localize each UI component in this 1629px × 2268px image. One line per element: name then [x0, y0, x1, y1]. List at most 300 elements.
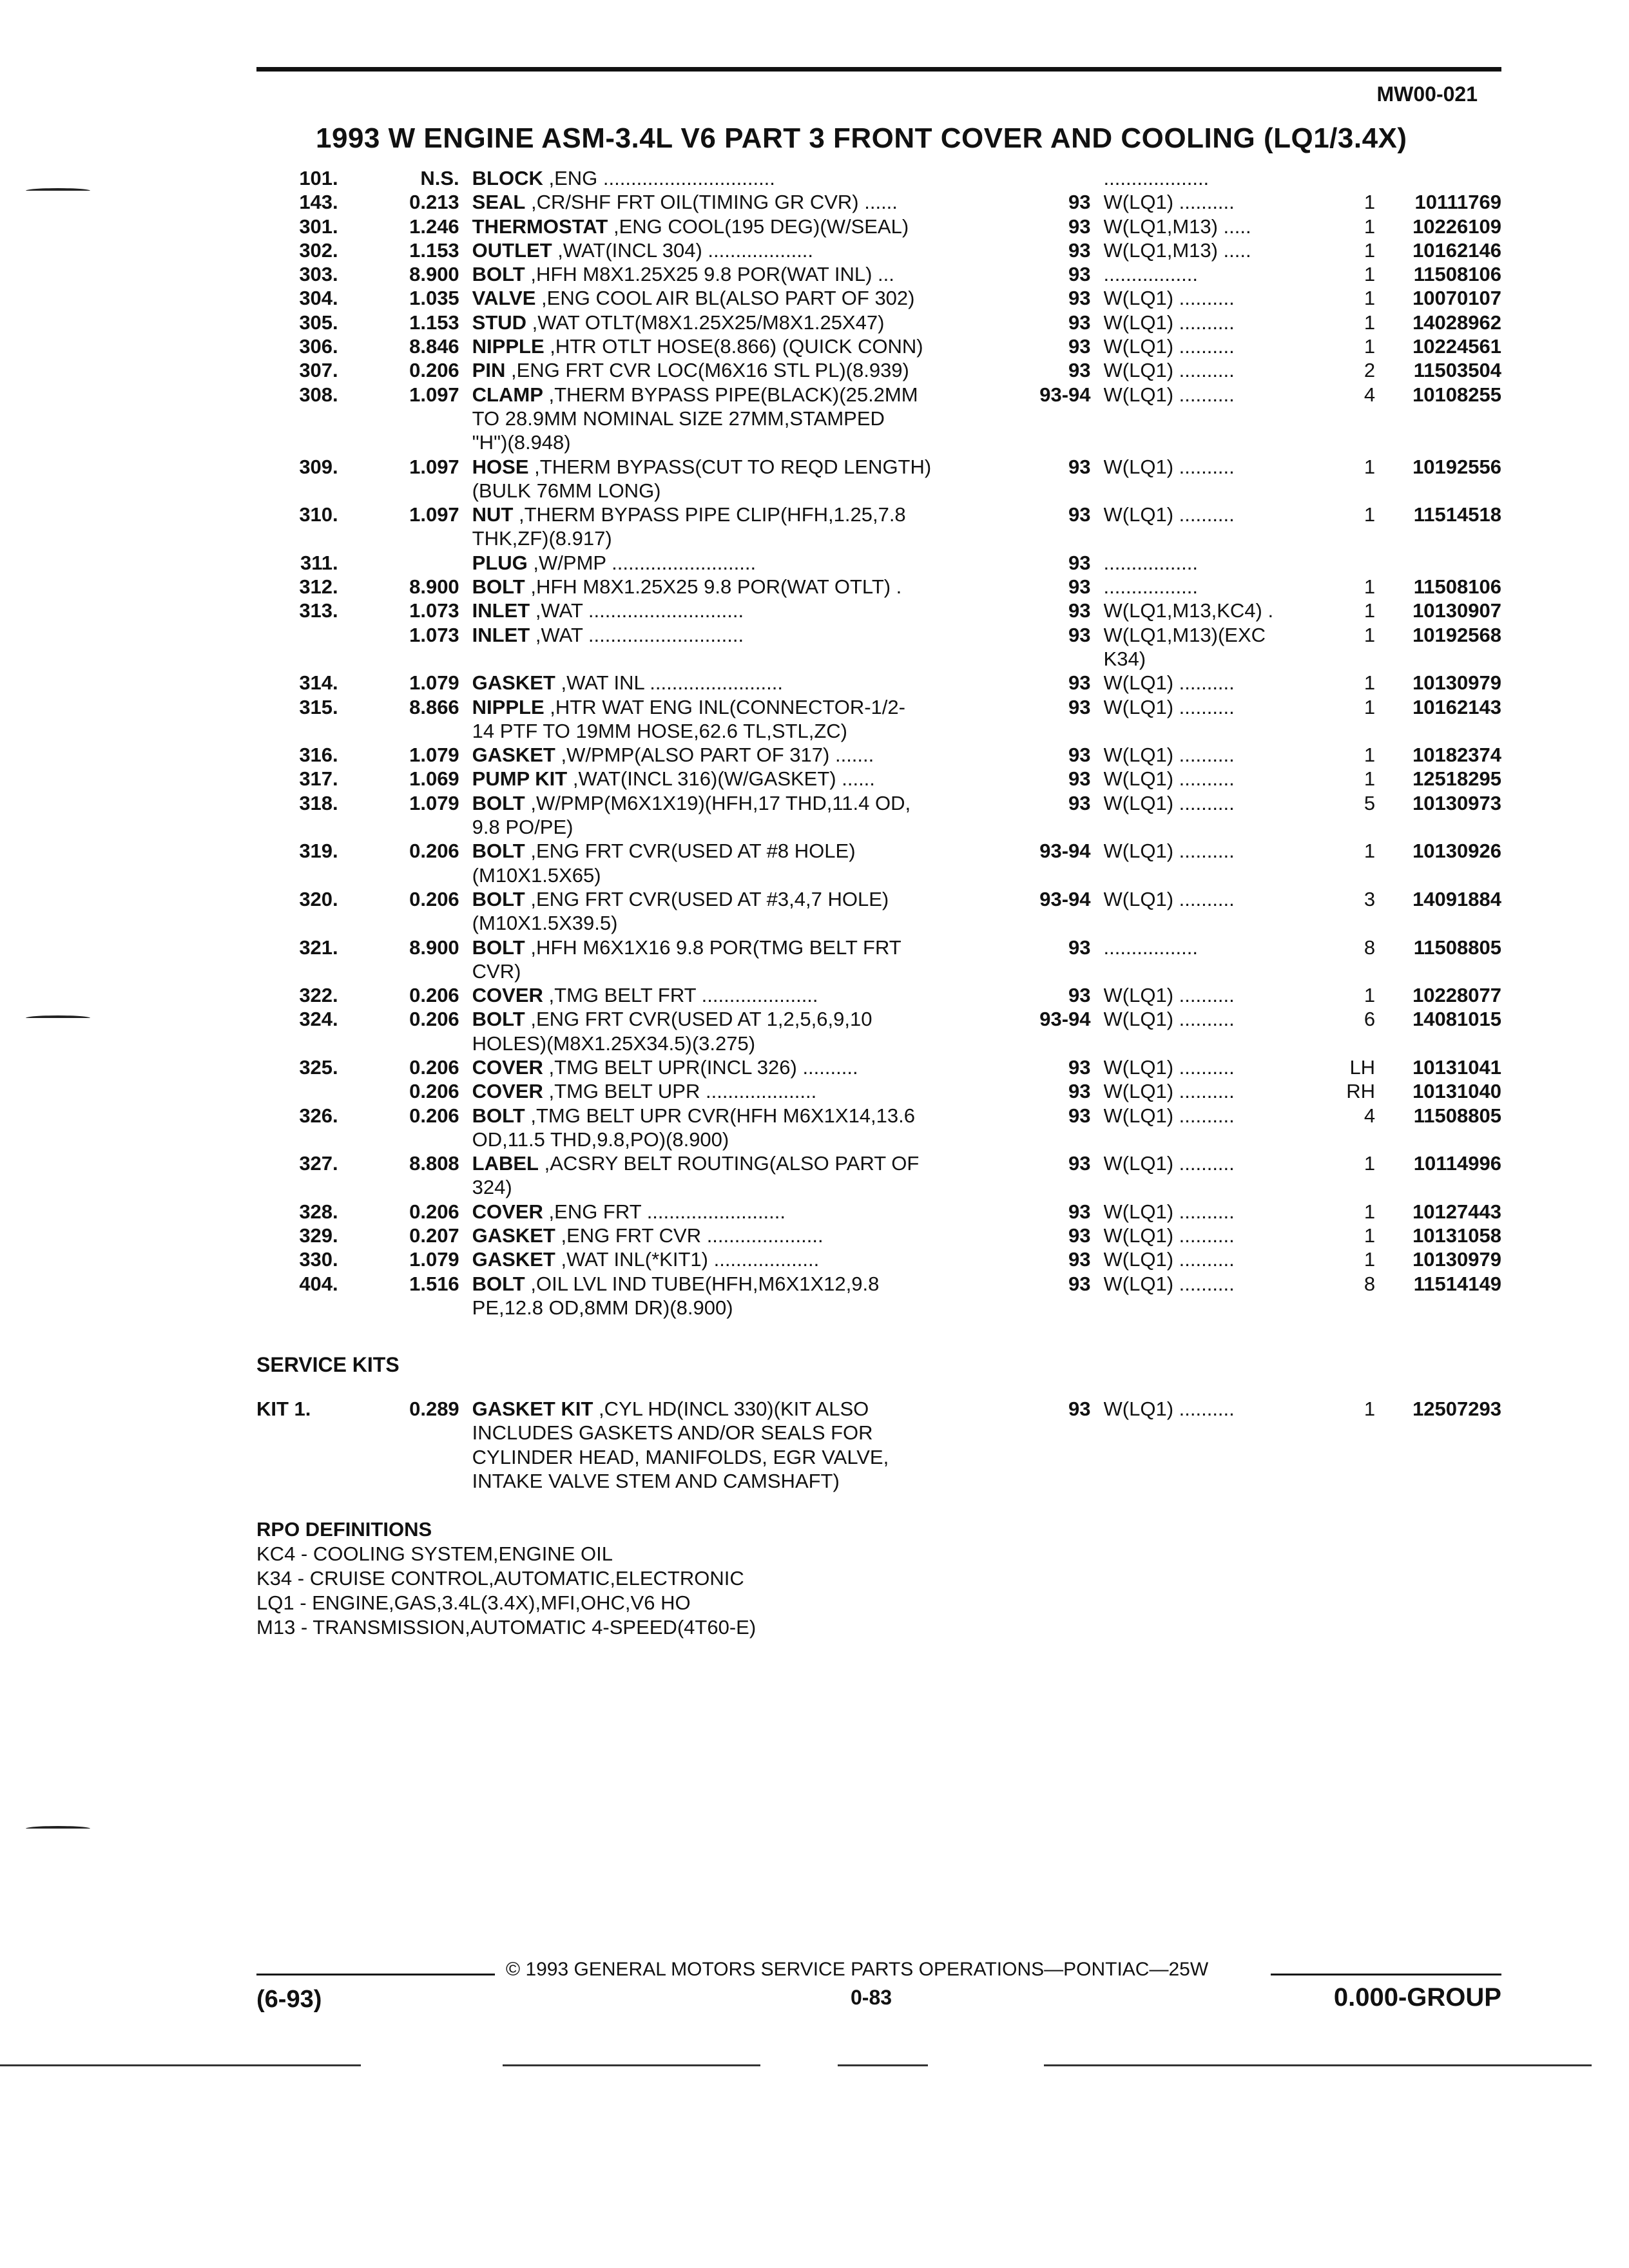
- part-ref: 318.: [299, 791, 338, 814]
- service-kits-heading: SERVICE KITS: [256, 1353, 400, 1376]
- part-number: 10162146: [1412, 238, 1501, 262]
- top-rule: [256, 67, 1501, 72]
- table-row: [256, 743, 1501, 767]
- part-number: 10130979: [1412, 1248, 1501, 1271]
- part-detail: ,ENG FRT CVR .....................: [555, 1224, 824, 1247]
- usage: W(LQ1) ..........: [1103, 335, 1235, 358]
- description: [472, 551, 1014, 575]
- quantity: 1: [1364, 1152, 1376, 1175]
- table-row: [256, 262, 1501, 286]
- part-name: BLOCK: [472, 167, 543, 189]
- part-name: PIN: [472, 359, 506, 382]
- usage: .................: [1103, 575, 1198, 599]
- part-detail: ,OIL LVL IND TUBE(HFH,M6X1X12,9.8 PE,12.8 OD,8MM DR)(8.900): [472, 1272, 880, 1319]
- part-detail: ,TMG BELT UPR ....................: [543, 1080, 817, 1103]
- table-row: [256, 791, 1501, 840]
- rpo-item: KC4 - COOLING SYSTEM,ENGINE OIL: [256, 1542, 613, 1565]
- part-number: 10130926: [1412, 840, 1501, 863]
- description: [472, 358, 1014, 382]
- part-name: STUD: [472, 311, 527, 334]
- part-ref: 309.: [299, 455, 338, 478]
- table-row: [256, 190, 1501, 214]
- description: [472, 1104, 1014, 1152]
- catalog-number: 1.079: [409, 791, 459, 814]
- quantity: 1: [1364, 238, 1376, 262]
- document-code: MW00-021: [1376, 82, 1478, 106]
- usage: W(LQ1) ..........: [1103, 984, 1235, 1007]
- footer-rule-left: [256, 1974, 495, 1975]
- usage: W(LQ1) ..........: [1103, 1152, 1235, 1175]
- part-detail: ,CR/SHF FRT OIL(TIMING GR CVR) ......: [525, 191, 898, 214]
- table-row: [256, 238, 1501, 262]
- catalog-number: 0.206: [409, 1008, 459, 1031]
- description: [472, 887, 1014, 936]
- part-ref: 311.: [300, 551, 338, 574]
- usage: W(LQ1) ..........: [1103, 191, 1235, 214]
- part-name: GASKET: [472, 744, 555, 767]
- part-number: 10130973: [1412, 791, 1501, 814]
- part-number: 11508805: [1413, 1104, 1501, 1127]
- catalog-number: 1.097: [409, 383, 459, 406]
- quantity: 1: [1364, 575, 1376, 599]
- quantity: 1: [1364, 1248, 1376, 1271]
- quantity: 4: [1364, 383, 1376, 406]
- table-row: [256, 215, 1501, 238]
- part-ref: 315.: [299, 695, 338, 718]
- table-row: [256, 358, 1501, 382]
- quantity: 1: [1364, 215, 1376, 238]
- table-row: [256, 166, 1501, 190]
- quantity: 1: [1364, 503, 1376, 526]
- part-number: 10111769: [1414, 191, 1501, 214]
- description: [472, 1247, 1014, 1271]
- model-year: 93: [1068, 215, 1091, 238]
- margin-mark: [26, 1015, 90, 1021]
- description: [472, 623, 1014, 647]
- usage: W(LQ1) ..........: [1103, 1104, 1235, 1127]
- description: [472, 1055, 1014, 1079]
- part-detail: ,TMG BELT UPR(INCL 326) ..........: [543, 1055, 858, 1079]
- kit-detail: ,CYL HD(INCL 330)(KIT ALSO INCLUDES GASKETS AND/OR SEALS FOR CYLINDER HEAD, MANIFOLDS, EGR VALVE, INTAKE VALVE STEM AND CAMSHAFT): [472, 1398, 889, 1492]
- description: [472, 791, 1014, 840]
- part-ref: 143.: [299, 191, 338, 214]
- part-detail: ,THERM BYPASS(CUT TO REQD LENGTH) (BULK 76MM LONG): [472, 455, 932, 502]
- part-number: 10131058: [1412, 1224, 1501, 1247]
- table-row: [256, 936, 1501, 984]
- usage: W(LQ1,M13,KC4) .: [1103, 599, 1274, 622]
- quantity: 1: [1364, 1200, 1376, 1223]
- table-row: [256, 623, 1501, 671]
- catalog-number: 8.900: [409, 575, 459, 599]
- model-year: 93: [1068, 263, 1091, 286]
- part-detail: ,W/PMP ..........................: [527, 551, 757, 574]
- quantity: 6: [1364, 1008, 1376, 1031]
- catalog-number: 1.153: [409, 238, 459, 262]
- part-detail: ,ENG FRT .........................: [543, 1200, 786, 1223]
- margin-mark: [26, 1826, 90, 1831]
- description: [472, 215, 1014, 238]
- quantity: 1: [1364, 623, 1376, 646]
- part-detail: ,ENG COOL AIR BL(ALSO PART OF 302): [535, 287, 915, 310]
- model-year: 93: [1068, 335, 1091, 358]
- description: [472, 286, 1014, 310]
- part-detail: ,W/PMP(M6X1X19)(HFH,17 THD,11.4 OD, 9.8 PO/PE): [472, 791, 911, 839]
- model-year: 93: [1068, 767, 1091, 791]
- model-year: 93: [1068, 791, 1091, 814]
- part-ref: 301.: [299, 215, 338, 238]
- model-year: 93: [1068, 1272, 1091, 1295]
- kit-usage: W(LQ1) ..........: [1103, 1398, 1235, 1420]
- part-detail: ,HTR WAT ENG INL(CONNECTOR-1/2- 14 PTF TO 19MM HOSE,62.6 TL,STL,ZC): [472, 695, 905, 742]
- part-ref: 317.: [299, 767, 338, 791]
- part-ref: 304.: [299, 287, 338, 310]
- part-name: CLAMP: [472, 383, 543, 406]
- part-name: HOSE: [472, 455, 529, 478]
- rpo-definitions: [256, 1517, 756, 1640]
- quantity: 1: [1364, 455, 1376, 478]
- part-name: BOLT: [472, 1104, 525, 1127]
- part-name: COVER: [472, 1055, 543, 1079]
- part-number: 10130979: [1412, 671, 1501, 695]
- catalog-number: 1.097: [409, 455, 459, 478]
- part-ref: 327.: [299, 1152, 338, 1175]
- usage: W(LQ1) ..........: [1103, 287, 1235, 310]
- table-row: [256, 887, 1501, 936]
- part-detail: ,HFH M6X1X16 9.8 POR(TMG BELT FRT CVR): [472, 936, 901, 983]
- part-detail: ,TMG BELT UPR CVR(HFH M6X1X14,13.6 OD,11.5 THD,9.8,PO)(8.900): [472, 1104, 915, 1151]
- rpo-item: LQ1 - ENGINE,GAS,3.4L(3.4X),MFI,OHC,V6 HO: [256, 1591, 691, 1614]
- model-year: 93-94: [1039, 840, 1091, 863]
- quantity: 2: [1364, 359, 1376, 382]
- description: [472, 503, 1014, 551]
- part-name: BOLT: [472, 575, 525, 599]
- quantity: 1: [1364, 671, 1376, 695]
- catalog-number: 1.516: [409, 1272, 459, 1295]
- catalog-number: 0.206: [409, 984, 459, 1007]
- part-number: 11514149: [1413, 1272, 1501, 1295]
- description: [472, 1151, 1014, 1200]
- table-row: [256, 671, 1501, 695]
- model-year: 93: [1068, 238, 1091, 262]
- model-year: 93: [1068, 671, 1091, 695]
- description: [472, 1200, 1014, 1224]
- part-name: BOLT: [472, 840, 525, 863]
- usage: W(LQ1) ..........: [1103, 1272, 1235, 1295]
- model-year: 93: [1068, 623, 1091, 646]
- table-row: [256, 1224, 1501, 1247]
- model-year: 93-94: [1039, 383, 1091, 406]
- model-year: 93: [1068, 455, 1091, 478]
- quantity: 1: [1364, 840, 1376, 863]
- catalog-number: 0.207: [409, 1224, 459, 1247]
- part-number: 14081015: [1412, 1008, 1501, 1031]
- usage: W(LQ1) ..........: [1103, 503, 1235, 526]
- description: [472, 1079, 1014, 1103]
- catalog-number: 0.206: [409, 359, 459, 382]
- part-number: 11514518: [1413, 503, 1501, 526]
- description: [472, 983, 1014, 1007]
- description: [472, 334, 1014, 358]
- usage: ...................: [1103, 167, 1210, 189]
- part-name: PUMP KIT: [472, 767, 568, 791]
- table-row: [256, 383, 1501, 455]
- part-name: COVER: [472, 984, 543, 1007]
- part-detail: ,WAT OTLT(M8X1.25X25/M8X1.25X47): [526, 311, 885, 334]
- description: [472, 455, 1014, 503]
- copyright-notice: © 1993 GENERAL MOTORS SERVICE PARTS OPERATIONS—PONTIAC—25W: [506, 1959, 1209, 1980]
- part-number: 10127443: [1412, 1200, 1501, 1223]
- rpo-item: K34 - CRUISE CONTROL,AUTOMATIC,ELECTRONIC: [256, 1567, 744, 1590]
- part-number: 10162143: [1412, 695, 1501, 718]
- usage: W(LQ1,M13)(EXC K34): [1103, 623, 1266, 670]
- description: [472, 671, 1014, 695]
- margin-mark: [26, 188, 90, 193]
- quantity: 1: [1364, 744, 1376, 767]
- model-year: 93: [1068, 359, 1091, 382]
- part-detail: ,ENG COOL(195 DEG)(W/SEAL): [608, 215, 909, 238]
- catalog-number: 1.035: [409, 287, 459, 310]
- usage: W(LQ1) ..........: [1103, 1224, 1235, 1247]
- part-number: 10226109: [1412, 215, 1501, 238]
- table-row: [256, 1247, 1501, 1271]
- part-number: 11503504: [1413, 359, 1501, 382]
- part-name: INLET: [472, 623, 530, 646]
- model-year: 93: [1068, 1224, 1091, 1247]
- part-number: 10130907: [1412, 599, 1501, 622]
- usage: W(LQ1) ..........: [1103, 767, 1235, 791]
- usage: W(LQ1) ..........: [1103, 840, 1235, 863]
- table-row: [256, 551, 1501, 575]
- model-year: 93-94: [1039, 887, 1091, 910]
- table-row: [256, 503, 1501, 551]
- part-name: NUT: [472, 503, 514, 526]
- model-year: 93: [1068, 551, 1091, 574]
- part-detail: ,WAT(INCL 316)(W/GASKET) ......: [567, 767, 875, 791]
- model-year: 93: [1068, 503, 1091, 526]
- part-ref: 319.: [299, 840, 338, 863]
- part-number: 10224561: [1412, 335, 1501, 358]
- part-name: COVER: [472, 1200, 543, 1223]
- quantity: RH: [1346, 1080, 1376, 1103]
- part-detail: ,HTR OTLT HOSE(8.866) (QUICK CONN): [544, 335, 923, 358]
- catalog-number: 0.206: [409, 887, 459, 910]
- part-name: COVER: [472, 1080, 543, 1103]
- usage: W(LQ1) ..........: [1103, 744, 1235, 767]
- part-ref: 307.: [299, 359, 338, 382]
- part-number: 12518295: [1412, 767, 1501, 791]
- catalog-number: 1.079: [409, 671, 459, 695]
- model-year: 93: [1068, 1055, 1091, 1079]
- part-detail: ,ENG FRT CVR(USED AT #8 HOLE) (M10X1.5X65): [472, 840, 856, 887]
- table-row: [256, 1055, 1501, 1079]
- part-ref: 303.: [299, 263, 338, 286]
- part-ref: 324.: [299, 1008, 338, 1031]
- model-year: 93: [1068, 311, 1091, 334]
- part-name: BOLT: [472, 263, 525, 286]
- part-ref: 330.: [299, 1248, 338, 1271]
- table-row: [256, 311, 1501, 334]
- quantity: 1: [1364, 287, 1376, 310]
- table-row: [256, 767, 1501, 791]
- part-ref: 329.: [299, 1224, 338, 1247]
- description: [472, 1272, 1014, 1320]
- catalog-number: N.S.: [420, 167, 459, 189]
- catalog-number: 0.206: [409, 1200, 459, 1223]
- model-year: 93: [1068, 1248, 1091, 1271]
- usage: .................: [1103, 936, 1198, 959]
- part-number: 10108255: [1412, 383, 1501, 406]
- part-detail: ,ENG FRT CVR(USED AT #3,4,7 HOLE) (M10X1.5X39.5): [472, 887, 889, 935]
- model-year: 93: [1068, 695, 1091, 718]
- catalog-number: 0.213: [409, 191, 459, 214]
- page-title: 1993 W ENGINE ASM-3.4L V6 PART 3 FRONT COVER AND COOLING (LQ1/3.4X): [316, 122, 1407, 154]
- table-row: [256, 1104, 1501, 1152]
- part-detail: ,THERM BYPASS PIPE CLIP(HFH,1.25,7.8 THK,ZF)(8.917): [472, 503, 906, 550]
- quantity: 5: [1364, 791, 1376, 814]
- quantity: 1: [1364, 191, 1376, 214]
- part-number: 10070107: [1412, 287, 1501, 310]
- part-ref: 316.: [299, 744, 338, 767]
- quantity: 8: [1364, 1272, 1376, 1295]
- quantity: 3: [1364, 887, 1376, 910]
- part-ref: 313.: [299, 599, 338, 622]
- part-name: INLET: [472, 599, 530, 622]
- description: [472, 1007, 1014, 1055]
- description: [472, 166, 1014, 190]
- quantity: 4: [1364, 1104, 1376, 1127]
- description: [472, 238, 1014, 262]
- part-name: BOLT: [472, 1272, 525, 1295]
- model-year: 93: [1068, 1104, 1091, 1127]
- kit-quantity: 1: [1364, 1398, 1376, 1420]
- table-row: [256, 695, 1501, 744]
- model-year: 93: [1068, 1200, 1091, 1223]
- part-number: 10228077: [1412, 984, 1501, 1007]
- part-detail: ,HFH M8X1.25X25 9.8 POR(WAT INL) ...: [525, 263, 894, 286]
- part-number: 11508805: [1413, 936, 1501, 959]
- part-name: VALVE: [472, 287, 536, 310]
- table-row: [256, 839, 1501, 887]
- quantity: 8: [1364, 936, 1376, 959]
- part-number: 10192568: [1412, 623, 1501, 646]
- description: [472, 575, 1014, 599]
- model-year: 93: [1068, 1080, 1091, 1103]
- part-ref: 306.: [299, 335, 338, 358]
- description: [472, 743, 1014, 767]
- part-ref: 305.: [299, 311, 338, 334]
- usage: W(LQ1) ..........: [1103, 1248, 1235, 1271]
- usage: W(LQ1) ..........: [1103, 1055, 1235, 1079]
- catalog-number: 1.079: [409, 1248, 459, 1271]
- usage: .................: [1103, 551, 1198, 574]
- catalog-number: 0.206: [409, 1104, 459, 1127]
- part-number: 10131040: [1412, 1080, 1501, 1103]
- part-number: 10131041: [1412, 1055, 1501, 1079]
- part-ref: 322.: [299, 984, 338, 1007]
- description: [472, 936, 1014, 984]
- description: [472, 190, 1014, 214]
- catalog-number: 8.808: [409, 1152, 459, 1175]
- part-ref: 312.: [299, 575, 338, 599]
- usage: W(LQ1) ..........: [1103, 311, 1235, 334]
- part-number: 10114996: [1413, 1152, 1501, 1175]
- quantity: 1: [1364, 599, 1376, 622]
- rpo-item: M13 - TRANSMISSION,AUTOMATIC 4-SPEED(4T60-E): [256, 1616, 757, 1639]
- catalog-number: 1.073: [409, 623, 459, 646]
- table-row: [256, 599, 1501, 622]
- kit-name: GASKET KIT: [472, 1398, 593, 1420]
- part-name: BOLT: [472, 1008, 525, 1031]
- part-name: GASKET: [472, 1224, 555, 1247]
- usage: W(LQ1) ..........: [1103, 1008, 1235, 1031]
- part-name: PLUG: [472, 551, 528, 574]
- table-row: [256, 334, 1501, 358]
- part-detail: ,ACSRY BELT ROUTING(ALSO PART OF 324): [472, 1152, 920, 1199]
- model-year: 93: [1068, 936, 1091, 959]
- catalog-number: 8.846: [409, 335, 459, 358]
- catalog-number: 0.206: [409, 840, 459, 863]
- part-name: BOLT: [472, 936, 525, 959]
- part-name: SEAL: [472, 191, 526, 214]
- part-detail: ,ENG ...............................: [543, 167, 775, 189]
- scan-edge-line: [838, 2064, 928, 2066]
- part-detail: ,ENG FRT CVR LOC(M6X16 STL PL)(8.939): [505, 359, 909, 382]
- service-kit-row: [256, 1397, 1501, 1493]
- table-row: [256, 983, 1501, 1007]
- usage: W(LQ1) ..........: [1103, 359, 1235, 382]
- quantity: 1: [1364, 263, 1376, 286]
- quantity: LH: [1349, 1055, 1376, 1079]
- quantity: 1: [1364, 1224, 1376, 1247]
- part-name: GASKET: [472, 671, 555, 695]
- part-name: BOLT: [472, 791, 525, 814]
- description: [472, 262, 1014, 286]
- usage: W(LQ1) ..........: [1103, 671, 1235, 695]
- page-number: 0-83: [851, 1986, 892, 2009]
- table-row: [256, 1007, 1501, 1055]
- part-number: 11508106: [1413, 263, 1501, 286]
- description: [472, 767, 1014, 791]
- scan-edge-line: [1044, 2064, 1592, 2066]
- kit-ref: KIT 1.: [256, 1398, 311, 1420]
- usage: W(LQ1) ..........: [1103, 455, 1235, 478]
- part-number: 10192556: [1412, 455, 1501, 478]
- part-ref: 314.: [299, 671, 338, 695]
- table-row: [256, 1272, 1501, 1320]
- catalog-number: 1.097: [409, 503, 459, 526]
- model-year: 93: [1068, 599, 1091, 622]
- part-name: GASKET: [472, 1248, 555, 1271]
- part-name: THERMOSTAT: [472, 215, 608, 238]
- part-ref: 325.: [299, 1055, 338, 1079]
- catalog-number: 1.153: [409, 311, 459, 334]
- usage: W(LQ1,M13) .....: [1103, 215, 1251, 238]
- part-detail: ,WAT INL(*KIT1) ...................: [555, 1248, 820, 1271]
- catalog-number: 1.069: [409, 767, 459, 791]
- usage: W(LQ1) ..........: [1103, 1200, 1235, 1223]
- group-code: 0.000-GROUP: [1333, 1983, 1501, 2012]
- usage: W(LQ1) ..........: [1103, 383, 1235, 406]
- quantity: 1: [1364, 335, 1376, 358]
- table-row: [256, 1079, 1501, 1103]
- catalog-number: 0.206: [409, 1055, 459, 1079]
- part-ref: 101.: [299, 167, 338, 189]
- catalog-number: 1.079: [409, 744, 459, 767]
- catalog-number: 8.866: [409, 695, 459, 718]
- part-number: 14091884: [1412, 887, 1501, 910]
- quantity: 1: [1364, 311, 1376, 334]
- kit-year: 93: [1068, 1398, 1091, 1420]
